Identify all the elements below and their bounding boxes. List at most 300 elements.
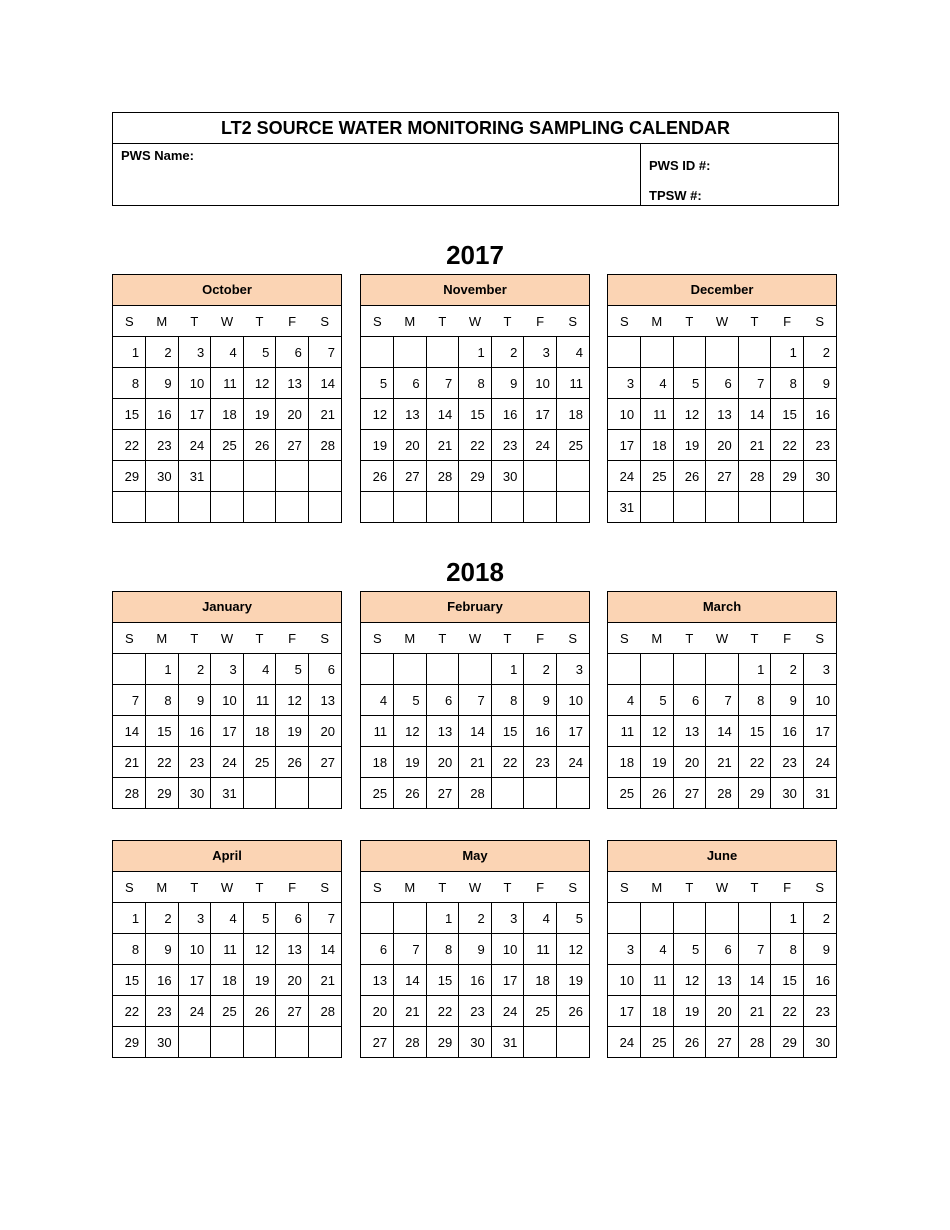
day-cell: 5	[243, 337, 276, 368]
day-cell: 13	[361, 965, 394, 996]
day-cell: 17	[491, 965, 524, 996]
day-cell: 23	[803, 996, 836, 1027]
day-cell: 7	[113, 685, 146, 716]
day-cell: 3	[524, 337, 557, 368]
day-cell: 15	[738, 716, 771, 747]
day-cell: 18	[211, 965, 244, 996]
weekday-label: T	[178, 623, 211, 654]
day-cell: 6	[706, 934, 739, 965]
day-cell: 7	[308, 337, 341, 368]
day-cell: 7	[459, 685, 492, 716]
day-cell: 8	[771, 368, 804, 399]
day-cell: 18	[608, 747, 641, 778]
day-cell: 20	[276, 965, 309, 996]
empty-day-cell	[608, 337, 641, 368]
day-cell: 6	[361, 934, 394, 965]
day-cell: 27	[308, 747, 341, 778]
day-cell: 6	[706, 368, 739, 399]
day-cell: 26	[641, 778, 674, 809]
day-cell: 14	[308, 368, 341, 399]
day-cell: 4	[243, 654, 276, 685]
day-cell: 15	[459, 399, 492, 430]
day-cell: 10	[524, 368, 557, 399]
day-cell: 5	[641, 685, 674, 716]
day-cell: 11	[361, 716, 394, 747]
empty-day-cell	[243, 492, 276, 523]
day-cell: 13	[394, 399, 427, 430]
day-cell: 27	[706, 1027, 739, 1058]
weekday-label: T	[426, 623, 459, 654]
day-cell: 27	[673, 778, 706, 809]
day-cell: 1	[146, 654, 179, 685]
empty-day-cell	[276, 1027, 309, 1058]
weekday-label: S	[113, 872, 146, 903]
empty-day-cell	[673, 903, 706, 934]
day-cell: 9	[459, 934, 492, 965]
weekday-label: F	[771, 306, 804, 337]
empty-day-cell	[276, 778, 309, 809]
empty-day-cell	[738, 492, 771, 523]
day-cell: 24	[178, 430, 211, 461]
day-cell: 29	[146, 778, 179, 809]
empty-day-cell	[243, 461, 276, 492]
day-cell: 9	[803, 934, 836, 965]
day-cell: 26	[673, 1027, 706, 1058]
empty-day-cell	[361, 654, 394, 685]
empty-day-cell	[276, 461, 309, 492]
day-cell: 17	[178, 965, 211, 996]
day-cell: 15	[771, 965, 804, 996]
day-cell: 5	[276, 654, 309, 685]
day-cell: 13	[706, 965, 739, 996]
empty-day-cell	[706, 654, 739, 685]
day-cell: 16	[178, 716, 211, 747]
day-cell: 11	[641, 965, 674, 996]
day-cell: 23	[146, 996, 179, 1027]
day-cell: 7	[394, 934, 427, 965]
empty-day-cell	[178, 1027, 211, 1058]
day-cell: 24	[491, 996, 524, 1027]
day-cell: 15	[113, 399, 146, 430]
month-december	[607, 274, 837, 523]
day-cell: 19	[673, 996, 706, 1027]
day-cell: 13	[673, 716, 706, 747]
day-cell: 1	[113, 903, 146, 934]
empty-day-cell	[803, 492, 836, 523]
day-cell: 25	[524, 996, 557, 1027]
day-cell: 16	[803, 965, 836, 996]
empty-day-cell	[113, 492, 146, 523]
weekday-label: F	[276, 306, 309, 337]
day-cell: 30	[771, 778, 804, 809]
day-cell: 22	[113, 430, 146, 461]
day-cell: 7	[426, 368, 459, 399]
empty-day-cell	[426, 337, 459, 368]
day-cell: 3	[491, 903, 524, 934]
weekday-label: T	[178, 306, 211, 337]
day-cell: 10	[491, 934, 524, 965]
day-cell: 3	[556, 654, 589, 685]
day-cell: 20	[426, 747, 459, 778]
day-cell: 8	[113, 368, 146, 399]
day-cell: 2	[146, 903, 179, 934]
day-cell: 4	[211, 337, 244, 368]
weekday-label: S	[608, 306, 641, 337]
empty-day-cell	[524, 461, 557, 492]
day-cell: 17	[211, 716, 244, 747]
empty-day-cell	[308, 461, 341, 492]
empty-day-cell	[641, 337, 674, 368]
day-cell: 18	[211, 399, 244, 430]
day-cell: 25	[608, 778, 641, 809]
day-cell: 21	[394, 996, 427, 1027]
day-cell: 14	[113, 716, 146, 747]
day-cell: 24	[178, 996, 211, 1027]
day-cell: 8	[113, 934, 146, 965]
empty-day-cell	[308, 1027, 341, 1058]
day-cell: 11	[556, 368, 589, 399]
day-cell: 26	[243, 430, 276, 461]
day-cell: 2	[491, 337, 524, 368]
day-cell: 8	[459, 368, 492, 399]
weekday-label: T	[243, 306, 276, 337]
empty-day-cell	[641, 654, 674, 685]
day-cell: 9	[178, 685, 211, 716]
weekday-label: F	[524, 872, 557, 903]
day-cell: 22	[491, 747, 524, 778]
empty-day-cell	[491, 778, 524, 809]
month-days-table	[608, 306, 836, 522]
weekday-label: W	[459, 306, 492, 337]
month-days-table	[113, 306, 341, 522]
day-cell: 22	[146, 747, 179, 778]
day-cell: 28	[394, 1027, 427, 1058]
day-cell: 5	[673, 934, 706, 965]
month-name: January	[113, 592, 341, 623]
empty-day-cell	[308, 492, 341, 523]
day-cell: 21	[738, 430, 771, 461]
day-cell: 25	[641, 461, 674, 492]
day-cell: 12	[673, 399, 706, 430]
day-cell: 9	[491, 368, 524, 399]
day-cell: 9	[146, 934, 179, 965]
day-cell: 3	[608, 368, 641, 399]
day-cell: 18	[641, 430, 674, 461]
weekday-label: M	[146, 623, 179, 654]
month-february	[360, 591, 590, 809]
day-cell: 28	[459, 778, 492, 809]
day-cell: 31	[211, 778, 244, 809]
month-name: February	[361, 592, 589, 623]
day-cell: 22	[426, 996, 459, 1027]
empty-day-cell	[243, 1027, 276, 1058]
day-cell: 14	[738, 965, 771, 996]
month-days-table	[113, 623, 341, 808]
day-cell: 29	[459, 461, 492, 492]
weekday-label: S	[556, 872, 589, 903]
empty-day-cell	[738, 337, 771, 368]
day-cell: 23	[459, 996, 492, 1027]
weekday-label: S	[361, 872, 394, 903]
day-cell: 13	[276, 368, 309, 399]
weekday-label: M	[641, 872, 674, 903]
day-cell: 14	[426, 399, 459, 430]
weekday-label: S	[113, 623, 146, 654]
day-cell: 30	[146, 461, 179, 492]
day-cell: 11	[211, 368, 244, 399]
day-cell: 25	[641, 1027, 674, 1058]
weekday-label: M	[641, 623, 674, 654]
day-cell: 11	[243, 685, 276, 716]
day-cell: 29	[113, 1027, 146, 1058]
month-name: November	[361, 275, 589, 306]
empty-day-cell	[556, 1027, 589, 1058]
day-cell: 2	[771, 654, 804, 685]
day-cell: 12	[556, 934, 589, 965]
day-cell: 5	[556, 903, 589, 934]
weekday-label: S	[803, 306, 836, 337]
day-cell: 21	[426, 430, 459, 461]
day-cell: 22	[459, 430, 492, 461]
empty-day-cell	[608, 654, 641, 685]
day-cell: 1	[113, 337, 146, 368]
day-cell: 17	[178, 399, 211, 430]
empty-day-cell	[524, 492, 557, 523]
day-cell: 9	[771, 685, 804, 716]
weekday-label: M	[394, 623, 427, 654]
month-name: March	[608, 592, 836, 623]
day-cell: 7	[738, 368, 771, 399]
day-cell: 4	[556, 337, 589, 368]
tpsw-label: TPSW #:	[649, 188, 702, 203]
empty-day-cell	[394, 903, 427, 934]
month-name: October	[113, 275, 341, 306]
day-cell: 28	[738, 1027, 771, 1058]
month-days-table	[608, 623, 836, 808]
day-cell: 25	[211, 430, 244, 461]
day-cell: 15	[426, 965, 459, 996]
day-cell: 23	[178, 747, 211, 778]
day-cell: 22	[771, 996, 804, 1027]
weekday-label: S	[608, 623, 641, 654]
weekday-label: M	[394, 306, 427, 337]
empty-day-cell	[524, 1027, 557, 1058]
day-cell: 31	[608, 492, 641, 523]
day-cell: 11	[641, 399, 674, 430]
day-cell: 4	[608, 685, 641, 716]
header-divider	[640, 144, 641, 205]
day-cell: 25	[361, 778, 394, 809]
day-cell: 14	[394, 965, 427, 996]
day-cell: 6	[673, 685, 706, 716]
day-cell: 20	[276, 399, 309, 430]
day-cell: 16	[524, 716, 557, 747]
day-cell: 26	[276, 747, 309, 778]
day-cell: 8	[426, 934, 459, 965]
empty-day-cell	[426, 654, 459, 685]
month-name: April	[113, 841, 341, 872]
day-cell: 20	[394, 430, 427, 461]
day-cell: 12	[394, 716, 427, 747]
day-cell: 11	[211, 934, 244, 965]
day-cell: 1	[491, 654, 524, 685]
day-cell: 21	[308, 399, 341, 430]
weekday-label: T	[491, 306, 524, 337]
day-cell: 24	[608, 461, 641, 492]
weekday-label: F	[276, 872, 309, 903]
empty-day-cell	[673, 337, 706, 368]
weekday-label: M	[146, 306, 179, 337]
day-cell: 28	[706, 778, 739, 809]
day-cell: 29	[113, 461, 146, 492]
day-cell: 23	[803, 430, 836, 461]
day-cell: 15	[146, 716, 179, 747]
month-name: December	[608, 275, 836, 306]
weekday-label: T	[243, 872, 276, 903]
day-cell: 5	[361, 368, 394, 399]
day-cell: 5	[243, 903, 276, 934]
day-cell: 27	[276, 996, 309, 1027]
day-cell: 8	[146, 685, 179, 716]
empty-day-cell	[641, 492, 674, 523]
day-cell: 6	[426, 685, 459, 716]
day-cell: 1	[459, 337, 492, 368]
day-cell: 10	[178, 368, 211, 399]
day-cell: 20	[361, 996, 394, 1027]
weekday-label: T	[491, 623, 524, 654]
day-cell: 29	[771, 1027, 804, 1058]
day-cell: 24	[608, 1027, 641, 1058]
day-cell: 26	[673, 461, 706, 492]
empty-day-cell	[641, 903, 674, 934]
day-cell: 26	[361, 461, 394, 492]
month-days-table	[361, 872, 589, 1057]
month-days-table	[113, 872, 341, 1057]
weekday-label: T	[243, 623, 276, 654]
day-cell: 26	[556, 996, 589, 1027]
day-cell: 24	[211, 747, 244, 778]
weekday-label: M	[641, 306, 674, 337]
day-cell: 31	[491, 1027, 524, 1058]
day-cell: 8	[771, 934, 804, 965]
day-cell: 17	[608, 996, 641, 1027]
empty-day-cell	[211, 492, 244, 523]
day-cell: 15	[113, 965, 146, 996]
empty-day-cell	[211, 461, 244, 492]
day-cell: 19	[276, 716, 309, 747]
weekday-label: T	[738, 872, 771, 903]
day-cell: 26	[243, 996, 276, 1027]
weekday-label: W	[706, 306, 739, 337]
day-cell: 3	[178, 903, 211, 934]
empty-day-cell	[211, 1027, 244, 1058]
weekday-label: T	[673, 872, 706, 903]
empty-day-cell	[556, 778, 589, 809]
empty-day-cell	[491, 492, 524, 523]
day-cell: 3	[178, 337, 211, 368]
empty-day-cell	[243, 778, 276, 809]
day-cell: 12	[641, 716, 674, 747]
day-cell: 13	[308, 685, 341, 716]
day-cell: 28	[426, 461, 459, 492]
weekday-label: W	[459, 623, 492, 654]
day-cell: 16	[459, 965, 492, 996]
empty-day-cell	[524, 778, 557, 809]
day-cell: 29	[771, 461, 804, 492]
weekday-label: W	[211, 623, 244, 654]
day-cell: 25	[243, 747, 276, 778]
day-cell: 4	[641, 934, 674, 965]
day-cell: 10	[608, 965, 641, 996]
month-name: May	[361, 841, 589, 872]
empty-day-cell	[771, 492, 804, 523]
year-heading-2017: 2017	[446, 240, 504, 270]
day-cell: 20	[308, 716, 341, 747]
day-cell: 31	[815, 785, 830, 801]
weekday-label: W	[211, 872, 244, 903]
day-cell: 2	[178, 654, 211, 685]
day-cell: 7	[308, 903, 341, 934]
day-cell: 20	[673, 747, 706, 778]
day-cell: 12	[361, 399, 394, 430]
day-cell: 19	[243, 965, 276, 996]
month-days-table	[361, 623, 589, 808]
day-cell: 21	[459, 747, 492, 778]
weekday-label: T	[426, 306, 459, 337]
weekday-label: F	[771, 623, 804, 654]
empty-day-cell	[556, 461, 589, 492]
day-cell: 10	[608, 399, 641, 430]
day-cell: 16	[771, 716, 804, 747]
weekday-label: S	[608, 872, 641, 903]
day-cell: 12	[243, 368, 276, 399]
day-cell: 17	[608, 430, 641, 461]
calendar-header	[112, 112, 839, 206]
day-cell: 19	[673, 430, 706, 461]
weekday-label: T	[673, 306, 706, 337]
page-title: LT2 SOURCE WATER MONITORING SAMPLING CALENDAR	[113, 113, 838, 144]
day-cell: 30	[803, 461, 836, 492]
empty-day-cell	[308, 778, 341, 809]
day-cell: 27	[276, 430, 309, 461]
day-cell: 4	[361, 685, 394, 716]
month-april	[112, 840, 342, 1058]
day-cell: 14	[459, 716, 492, 747]
day-cell: 23	[146, 430, 179, 461]
weekday-label: W	[706, 872, 739, 903]
day-cell: 17	[556, 716, 589, 747]
day-cell: 19	[556, 965, 589, 996]
day-cell: 10	[556, 685, 589, 716]
weekday-label: S	[556, 306, 589, 337]
weekday-label: F	[771, 872, 804, 903]
day-cell: 15	[491, 716, 524, 747]
weekday-label: S	[803, 623, 836, 654]
day-cell: 1	[771, 337, 804, 368]
day-cell: 18	[243, 716, 276, 747]
day-cell: 21	[738, 996, 771, 1027]
weekday-label: T	[673, 623, 706, 654]
day-cell: 5	[394, 685, 427, 716]
month-october	[112, 274, 342, 523]
day-cell: 29	[738, 778, 771, 809]
day-cell: 27	[706, 461, 739, 492]
empty-day-cell	[178, 492, 211, 523]
day-cell: 23	[491, 430, 524, 461]
day-cell: 9	[524, 685, 557, 716]
day-cell: 4	[524, 903, 557, 934]
day-cell: 2	[524, 654, 557, 685]
